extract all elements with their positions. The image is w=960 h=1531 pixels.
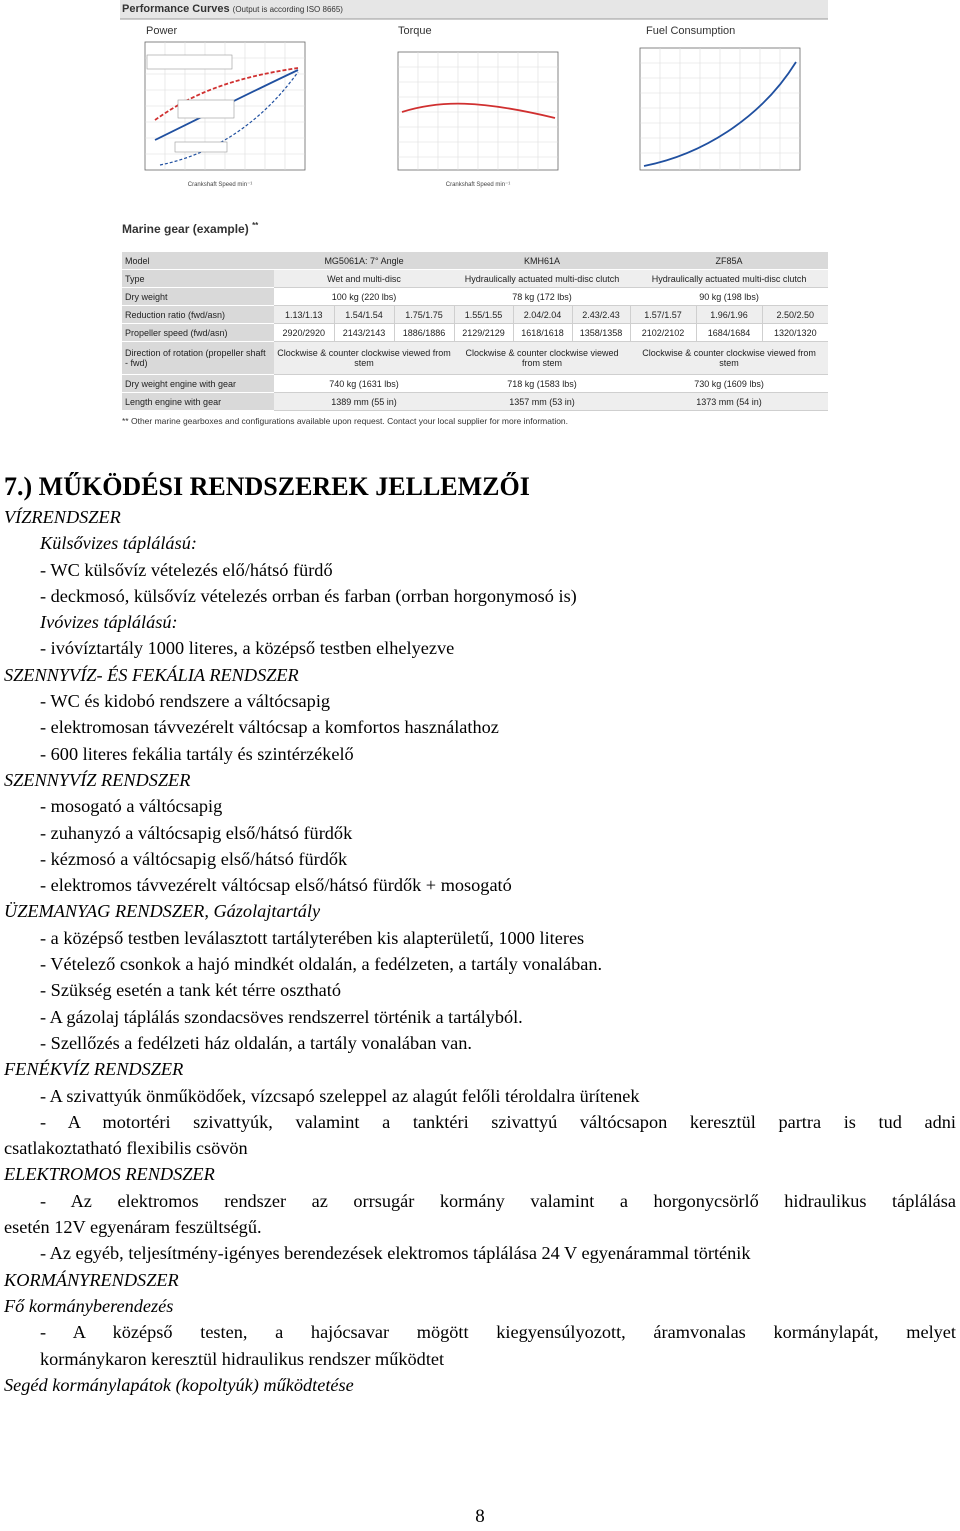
list-item: - A középső testen, a hajócsavar mögött kiegyensúlyozott, áramvonalas kormánylapát, melyet: [40, 1322, 956, 1343]
page-number: 8: [475, 1506, 485, 1527]
list-item: - WC külsővíz vételezés elő/hátsó fürdő: [40, 559, 333, 580]
marine-gear-title: Marine gear (example) **: [122, 221, 259, 236]
subsection-heading: KORMÁNYRENDSZER: [4, 1269, 179, 1290]
list-item-continuation: csatlakoztatható flexibilis csövön: [4, 1138, 248, 1159]
list-item: - WC és kidobó rendszere a váltócsapig: [40, 691, 331, 712]
section-heading: 7.) MŰKÖDÉSI RENDSZEREK JELLEMZŐI: [4, 472, 530, 501]
subsection-heading: ELEKTROMOS RENDSZER: [4, 1164, 215, 1185]
table-row: Reduction ratio (fwd/asn) 1.13/1.13 1.54/1.54 1.75/1.75 1.55/1.55 2.04/2.04 2.43/2.43 1.57/1.57 1.96/1.96 2.50/2.50: [122, 306, 828, 324]
marine-gear-table: [122, 252, 828, 411]
list-item: - A szivattyúk önműködőek, vízcsapó szeleppel az alagút felőli téroldalra ürítenek: [40, 1085, 640, 1106]
list-item: - elektromosan távvezérelt váltócsap a komfortos használathoz: [40, 717, 499, 738]
subheading: Ivóvizes táplálású:: [40, 612, 178, 633]
list-item: - Szükség esetén a tank két térre osztható: [40, 980, 342, 1001]
list-item: - zuhanyzó a váltócsapig első/hátsó fürdők: [40, 822, 353, 843]
subsection-heading: SZENNYVÍZ- ÉS FEKÁLIA RENDSZER: [4, 664, 299, 685]
subsection-heading: ÜZEMANYAG RENDSZER, Gázolajtartály: [4, 901, 321, 922]
list-item: - Vételező csonkok a hajó mindkét oldalán, a fedélzeten, a tartály vonalában.: [40, 954, 603, 975]
subsection-heading: FENÉKVÍZ RENDSZER: [4, 1059, 184, 1080]
table-row: Direction of rotation (propeller shaft - fwd) Clockwise & counter clockwise viewed from stem Clockwise & counter clockwise viewed from stem Clockwise & counter clockwise viewed from stem: [122, 342, 828, 375]
torque-chart-label: Torque: [398, 25, 432, 37]
list-item: - Az egyéb, teljesítmény-igényes berendezések elektromos táplálása 24 V egyenárammal történik: [40, 1243, 751, 1264]
list-item: - a középső testben leválasztott tartályterében kis alapterületű, 1000 literes: [40, 927, 585, 948]
table-row: Propeller speed (fwd/asn) 2920/2920 2143/2143 1886/1886 2129/2129 1618/1618 1358/1358 2102/2102 1684/1684 1320/1320: [122, 324, 828, 342]
list-item: - elektromos távvezérelt váltócsap első/hátsó fürdők + mosogató: [40, 875, 512, 896]
subheading: Fő kormányberendezés: [4, 1295, 174, 1316]
torque-chart: [398, 52, 558, 188]
power-chart-label: Power: [146, 25, 178, 37]
list-item: - A motortéri szivattyúk, valamint a tanktéri szivattyú váltócsapon keresztül partra is tud adni: [40, 1111, 956, 1132]
table-row: Type Wet and multi-disc Hydraulically actuated multi-disc clutch Hydraulically actuated multi-disc clutch: [122, 270, 828, 288]
list-item: - A gázolaj táplálás szondacsöves rendszerrel történik a tartályból.: [40, 1006, 523, 1027]
list-item: - mosogató a váltócsapig: [40, 796, 223, 817]
fuel-chart-label: Fuel Consumption: [646, 25, 736, 37]
table-row: Length engine with gear 1389 mm (55 in) 1357 mm (53 in) 1373 mm (54 in): [122, 393, 828, 411]
performance-title: Performance Curves (Output is according ISO 8665): [122, 3, 343, 15]
list-item-continuation: esetén 12V egyenáram feszültségű.: [4, 1217, 262, 1238]
performance-curves-figure: [120, 0, 828, 195]
list-item: - kézmosó a váltócsapig első/hátsó fürdők: [40, 848, 348, 869]
svg-text:Crankshaft Speed min⁻¹: Crankshaft Speed min⁻¹: [187, 182, 253, 188]
power-chart: [145, 42, 305, 188]
subsection-heading: SZENNYVÍZ RENDSZER: [4, 769, 191, 790]
fuel-consumption-chart: [640, 48, 800, 170]
list-item: - 600 literes fekália tartály és szintérzékelő: [40, 743, 354, 764]
table-row: Dry weight 100 kg (220 lbs) 78 kg (172 lbs) 90 kg (198 lbs): [122, 288, 828, 306]
subsection-heading: VÍZRENDSZER: [4, 507, 121, 527]
table-row: Dry weight engine with gear 740 kg (1631 lbs) 718 kg (1583 lbs) 730 kg (1609 lbs): [122, 375, 828, 393]
systems-section: [4, 470, 956, 1398]
svg-text:Crankshaft Speed min⁻¹: Crankshaft Speed min⁻¹: [445, 182, 511, 188]
list-item: - ivóvíztartály 1000 literes, a középső testben elhelyezve: [40, 638, 455, 659]
subheading: Segéd kormánylapátok (kopoltyúk) működtetése: [4, 1374, 354, 1395]
list-item: - Szellőzés a fedélzeti ház oldalán, a tartály vonalában van.: [40, 1032, 472, 1053]
list-item: - deckmosó, külsővíz vételezés orrban és farban (orrban horgonymosó is): [40, 585, 577, 606]
subheading: Külsővizes táplálású:: [40, 533, 197, 554]
list-item: - Az elektromos rendszer az orrsugár kormány valamint a horgonycsörlő hidraulikus táplálása: [40, 1190, 956, 1211]
list-item-continuation: kormánykaron keresztül hidraulikus rendszer működtet: [40, 1348, 445, 1369]
marine-gear-footnote: ** Other marine gearboxes and configurations available upon request. Contact your local supplier for more information.: [122, 416, 569, 426]
table-row: Model MG5061A: 7° Angle KMH61A ZF85A: [122, 252, 828, 270]
